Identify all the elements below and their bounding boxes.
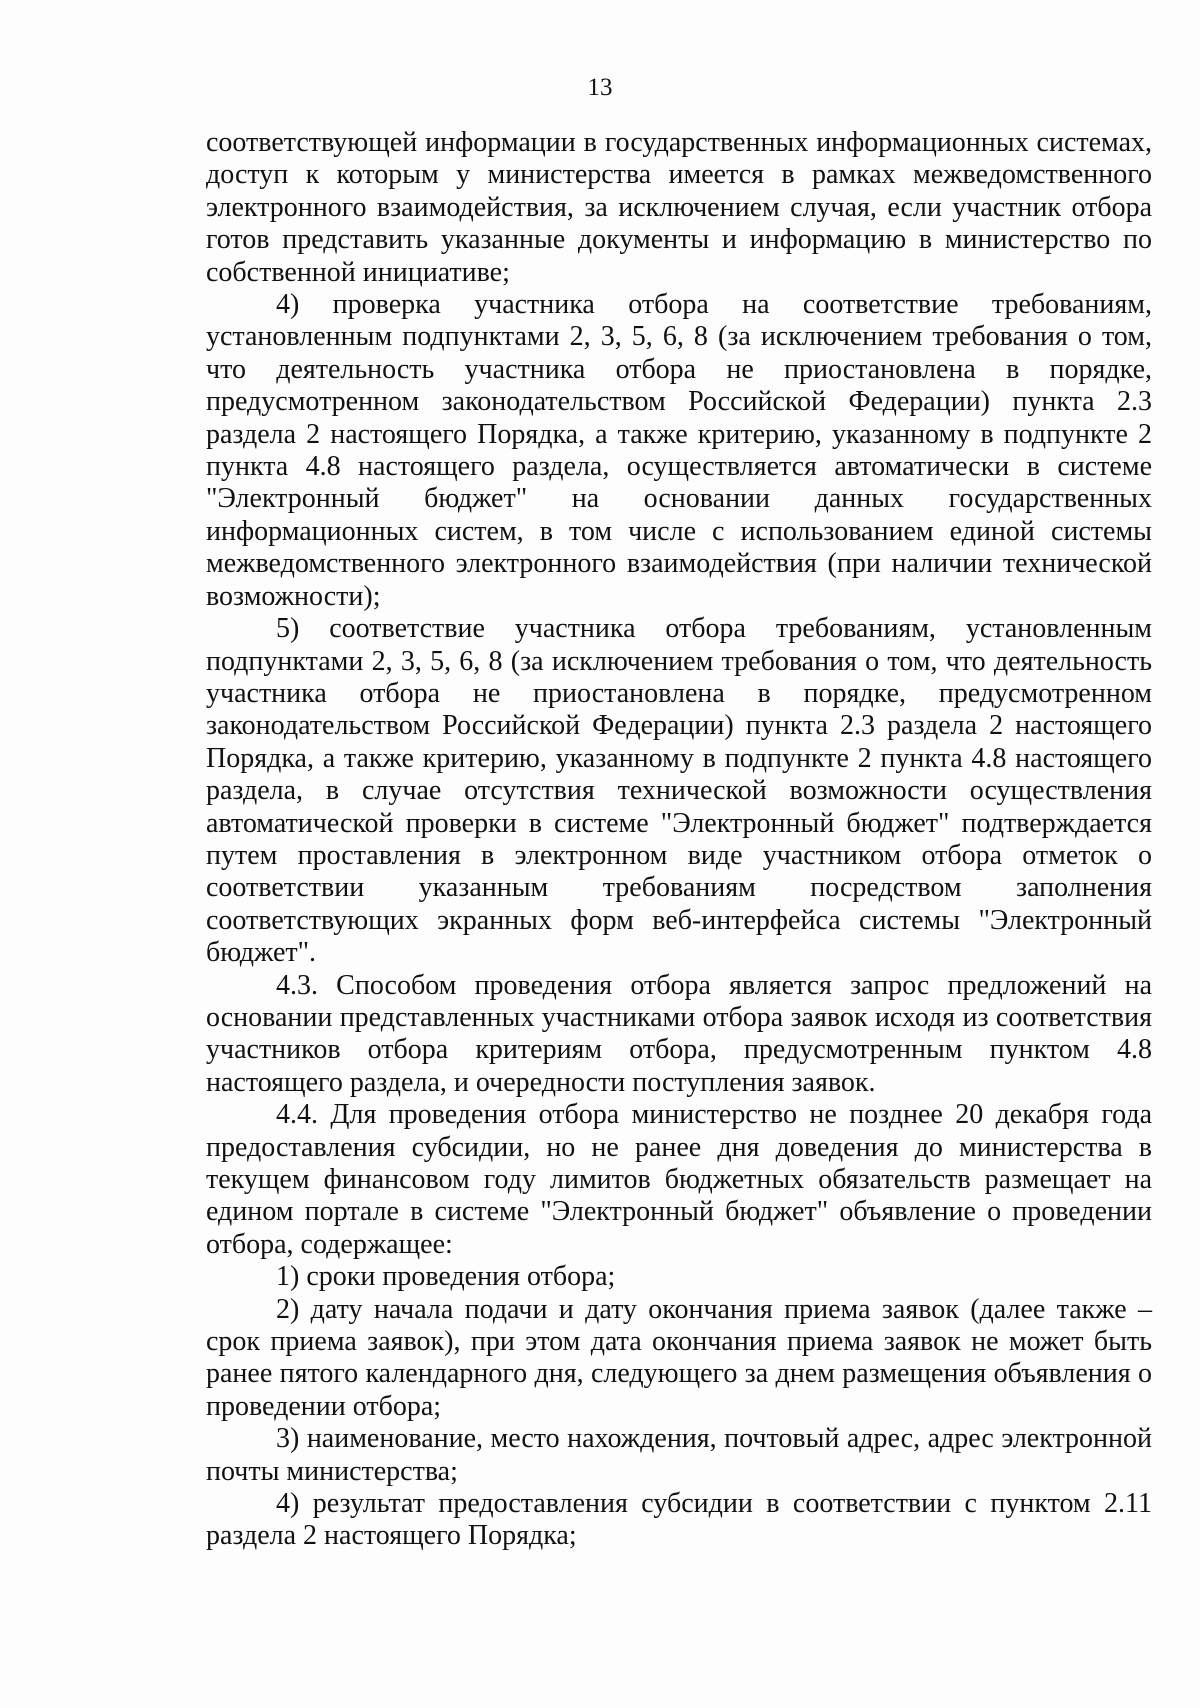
paragraph-item-4: 4) проверка участника отбора на соответствие требованиям, установленным подпунктами 2, 3, 5, 6, 8 (за исключением требования о том, что деятельность участника отбора не приостановлена в порядке, предусмотренном законодательством Российской Федерации) пункта 2.3 раздела 2 настоящего Порядка, а также критерию, указанному в подпункте 2 пункта 4.8 настоящего раздела, осуществляется автоматически в системе "Электронный бюджет" на основании данных государственных информационных систем, в том числе с использованием единой системы межведомственного электронного взаимодействия (при наличии технической возможности); bbox=[206, 289, 1152, 612]
list-item-4: 4) результат предоставления субсидии в соответствии с пунктом 2.11 раздела 2 настоящего Порядка; bbox=[206, 1488, 1152, 1552]
list-item-1: 1) сроки проведения отбора; bbox=[276, 1261, 616, 1293]
page-number: 13 bbox=[587, 74, 613, 101]
paragraph-continuation: соответствующей информации в государственных информационных системах, доступ к которым у министерства имеется в рамках межведомственного электронного взаимодействия, за исключением случая, если участник отбора готов представить указанные документы и информацию в министерство по собственной инициативе; bbox=[206, 127, 1152, 288]
list-item-2: 2) дату начала подачи и дату окончания приема заявок (далее также – срок приема заявок), при этом дата окончания приема заявок не может быть ранее пятого календарного дня, следующего за днем размещения объявления о проведении отбора; bbox=[206, 1293, 1152, 1422]
paragraph-clause-4-4: 4.4. Для проведения отбора министерство не позднее 20 декабря года предоставления субсидии, но не ранее дня доведения до министерства в текущем финансовом году лимитов бюджетных обязательств размещает на едином портале в системе "Электронный бюджет" объявление о проведении отбора, содержащее: bbox=[206, 1099, 1152, 1260]
list-item-3: 3) наименование, место нахождения, почтовый адрес, адрес электронной почты министерства; bbox=[206, 1423, 1152, 1487]
paragraph-item-5: 5) соответствие участника отбора требованиям, установленным подпунктами 2, 3, 5, 6, 8 (за исключением требования о том, что деятельность участника отбора не приостановлена в порядке, предусмотренном законодательством Российской Федерации) пункта 2.3 раздела 2 настоящего Порядка, а также критерию, указанному в подпункте 2 пункта 4.8 настоящего раздела, в случае отсутствия технической возможности осуществления автоматической проверки в системе "Электронный бюджет" подтверждается путем проставления в электронном виде участником отбора отметок о соответствии указанным требованиям посредством заполнения соответствующих экранных форм веб-интерфейса системы "Электронный бюджет". bbox=[206, 613, 1152, 969]
paragraph-clause-4-3: 4.3. Способом проведения отбора является запрос предложений на основании представленных участниками отбора заявок исходя из соответствия участников отбора критериям отбора, предусмотренным пунктом 4.8 настоящего раздела, и очередности поступления заявок. bbox=[206, 969, 1152, 1098]
document-body bbox=[206, 127, 1152, 1553]
